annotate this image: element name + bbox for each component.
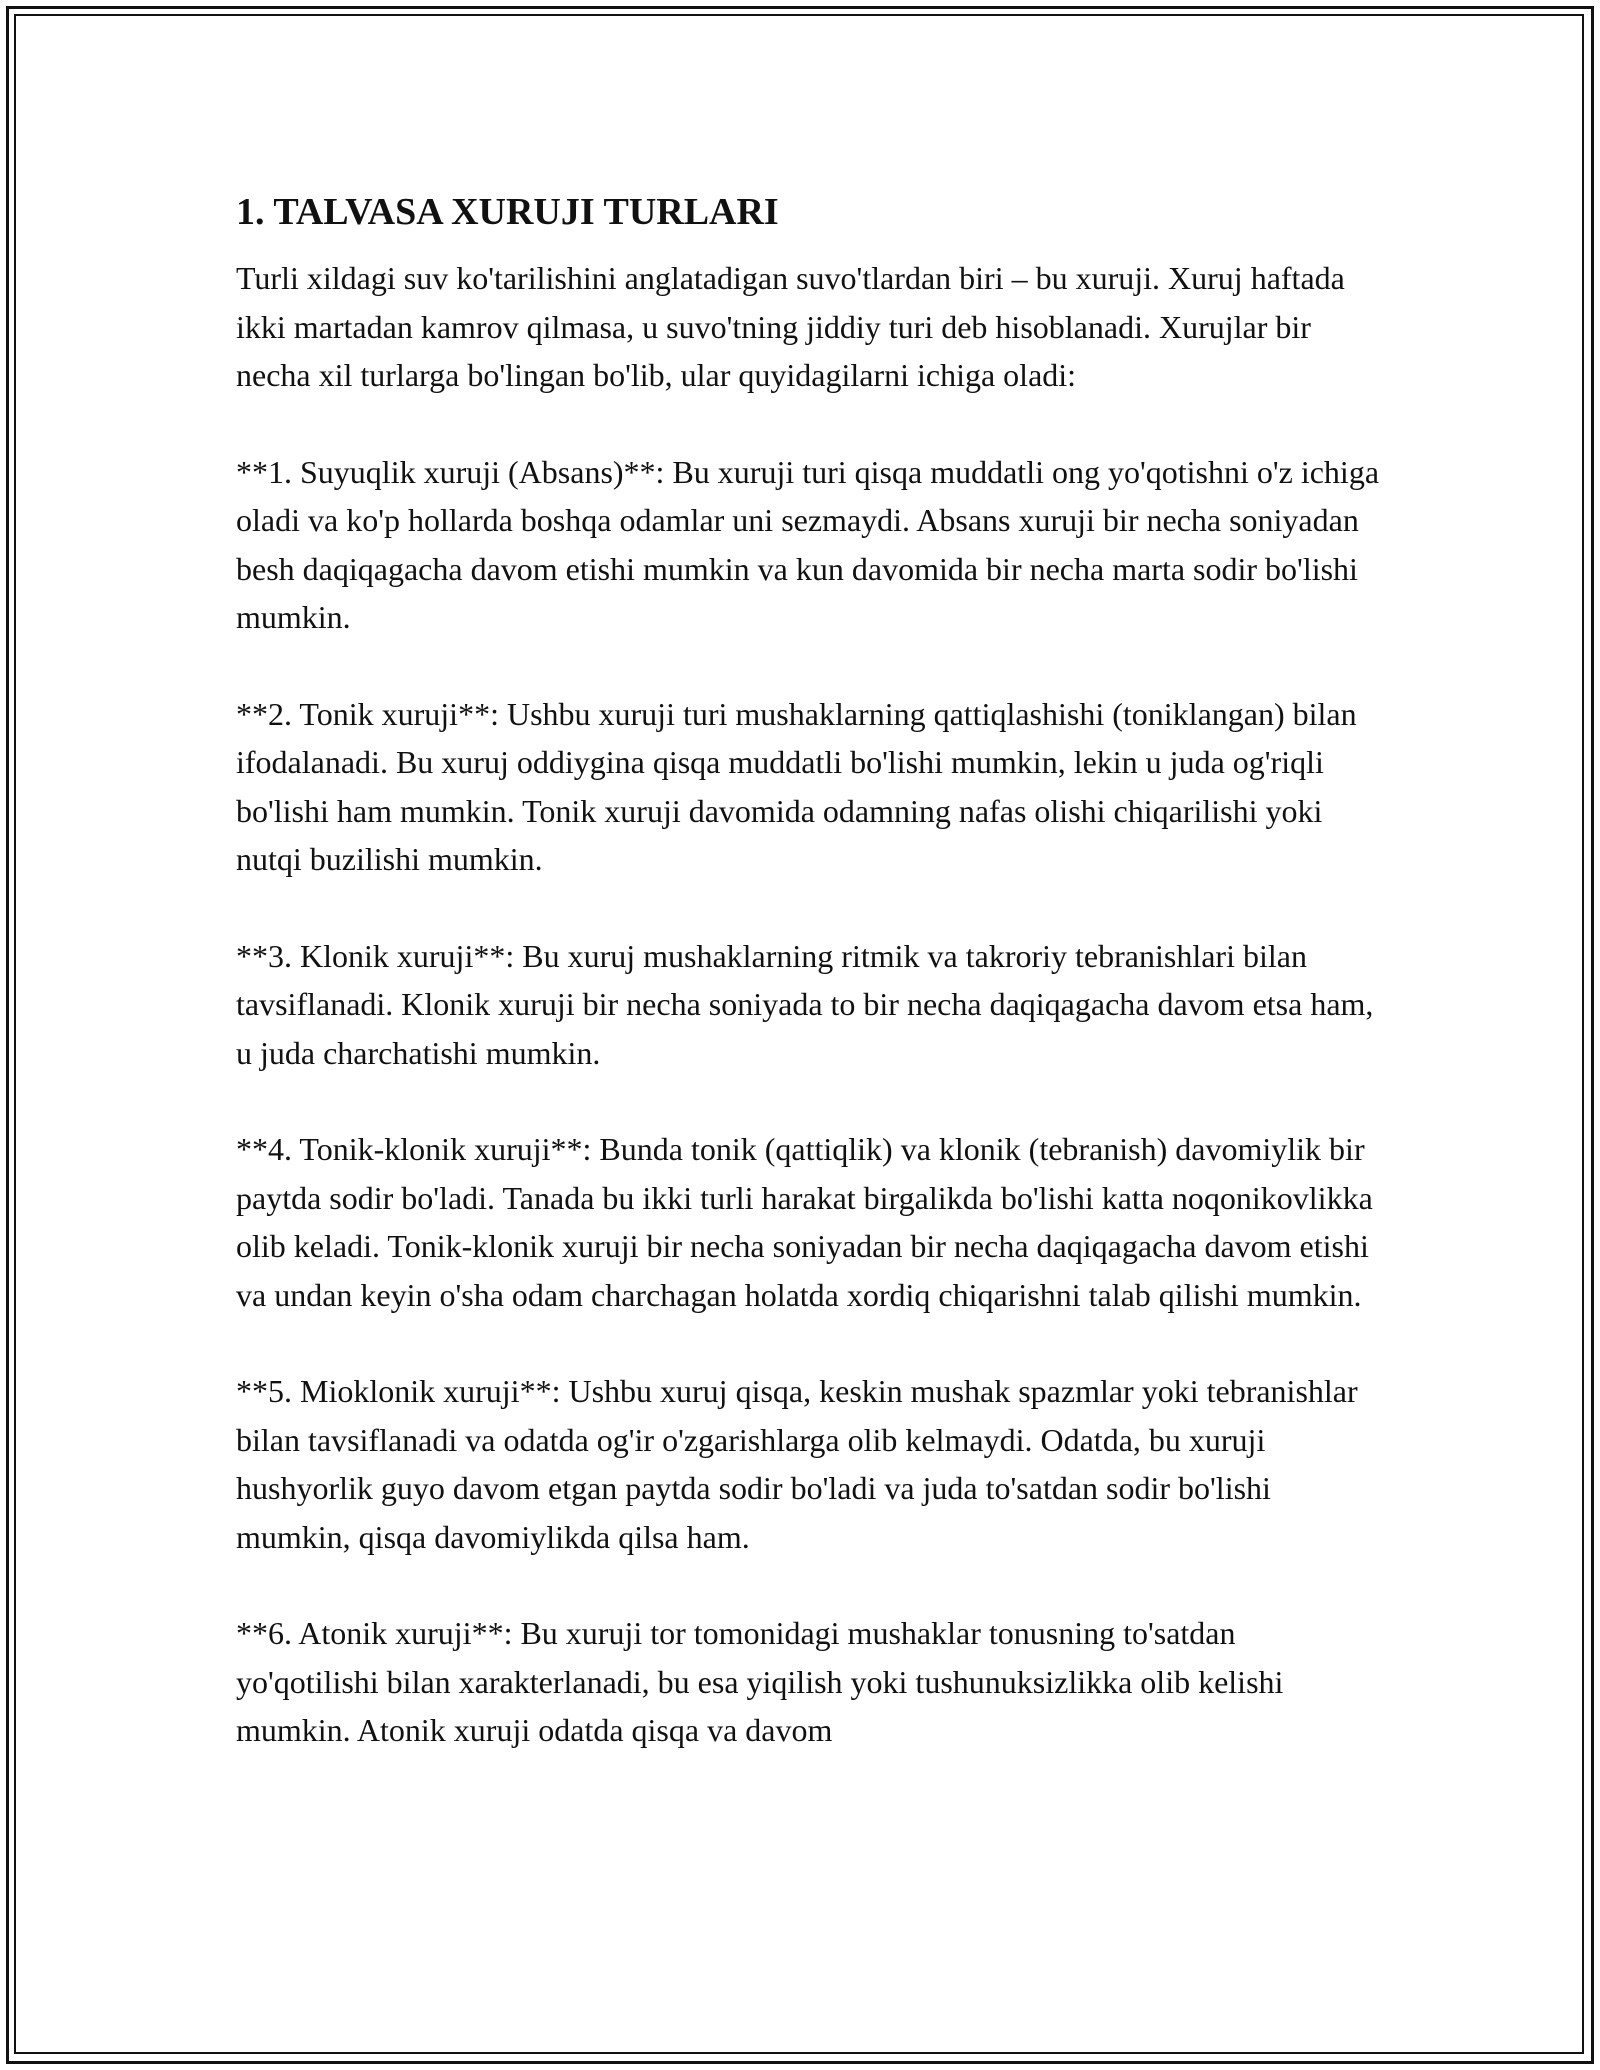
seizure-type-atonik: **6. Atonik xuruji**: Bu xuruji tor tomonidagi mushaklar tonusning to'satdan yo'qotilishi bilan xarakterlanadi, bu esa yiqilish yoki tushunuksizlikka olib kelishi mumkin. Atonik xuruji odatda qisqa va davom <box>236 1615 1284 1748</box>
seizure-type-tonik-klonik: **4. Tonik-klonik xuruji**: Bunda tonik (qattiqlik) va klonik (tebranish) davomiylik bir paytda sodir bo'ladi. Tanada bu ikki turli harakat birgalikda bo'lishi katta noqonikovlikka olib keladi. Tonik-klonik xuruji bir necha soniyadan bir necha daqiqagacha davom etishi va undan keyin o'sha odam charchagan holatda xordiq chiqarishni talab qilishi mumkin. <box>236 1131 1373 1313</box>
section-heading: 1. TALVASA XURUJI TURLARI <box>236 191 779 233</box>
seizure-type-mioklonik: **5. Mioklonik xuruji**: Ushbu xuruj qisqa, keskin mushak spazmlar yoki tebranishlar bilan tavsiflanadi va odatda og'ir o'zgarishlarga olib kelmaydi. Odatda, bu xuruji hushyorlik guyo davom etgan paytda sodir bo'ladi va juda to'satdan sodir bo'lishi mumkin, qisqa davomiylikda qilsa ham. <box>236 1373 1358 1555</box>
document-page <box>236 186 1386 1755</box>
intro-paragraph: Turli xildagi suv ko'tarilishini anglatadigan suvo'tlardan biri – bu xuruji. Xuruj haftada ikki martadan kamrov qilmasa, u suvo'tning jiddiy turi deb hisoblanadi. Xurujlar bir necha xil turlarga bo'lingan bo'lib, ular quyidagilarni ichiga oladi: <box>236 260 1345 393</box>
seizure-type-absans: **1. Suyuqlik xuruji (Absans)**: Bu xuruji turi qisqa muddatli ong yo'qotishni o'z ichiga oladi va ko'p hollarda boshqa odamlar uni sezmaydi. Absans xuruji bir necha soniyadan besh daqiqagacha davom etishi mumkin va kun davomida bir necha marta sodir bo'lishi mumkin. <box>236 453 1380 635</box>
seizure-type-tonik: **2. Tonik xuruji**: Ushbu xuruji turi mushaklarning qattiqlashishi (toniklangan) bilan ifodalanadi. Bu xuruj oddiygina qisqa muddatli bo'lishi mumkin, lekin u juda og'riqli bo'lishi ham mumkin. Tonik xuruji davomida odamning nafas olishi chiqarilishi yoki nutqi buzilishi mumkin. <box>236 695 1357 877</box>
seizure-type-klonik: **3. Klonik xuruji**: Bu xuruj mushaklarning ritmik va takroriy tebranishlari bilan tavsiflanadi. Klonik xuruji bir necha soniyada to bir necha daqiqagacha davom etsa ham, u juda charchatishi mumkin. <box>236 937 1374 1071</box>
